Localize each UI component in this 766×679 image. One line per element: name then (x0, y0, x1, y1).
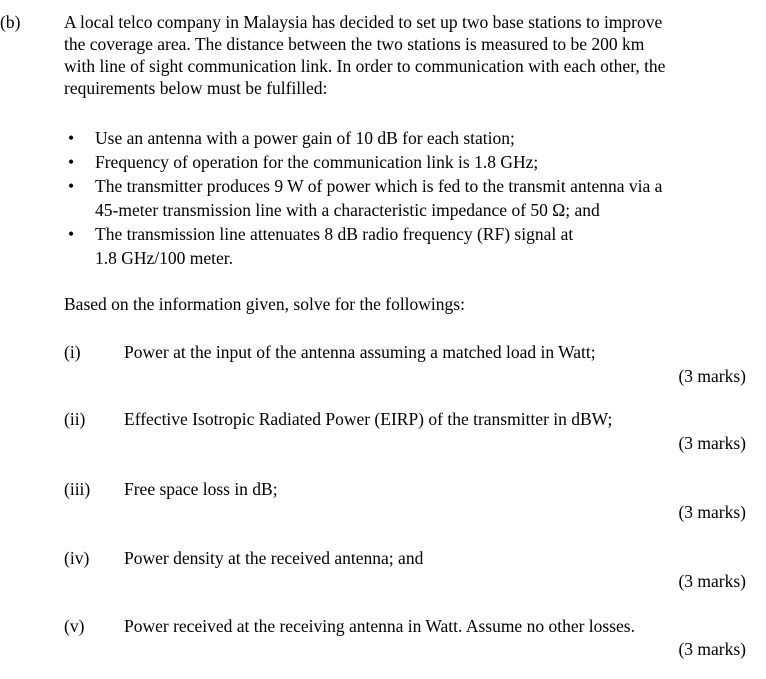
requirement-item (64, 174, 756, 222)
requirement-item (64, 150, 756, 174)
question-number: (v) (64, 616, 85, 636)
requirement-item (64, 126, 756, 150)
question-marks: (3 marks) (678, 366, 746, 386)
requirement-text: The transmitter produces 9 W of power which is fed to the transmit antenna via a (95, 176, 663, 196)
requirement-text: Frequency of operation for the communication link is 1.8 GHz; (95, 152, 539, 172)
bullet-icon: • (68, 152, 75, 172)
requirement-text: The transmission line attenuates 8 dB radio frequency (RF) signal at (95, 224, 574, 244)
bullet-icon: • (68, 176, 75, 196)
question-marks: (3 marks) (678, 571, 746, 591)
question-marks: (3 marks) (678, 639, 746, 659)
requirement-item (64, 222, 756, 270)
bullet-icon: • (68, 224, 75, 244)
requirements-list (64, 126, 756, 270)
intro-line: requirements below must be fulfilled: (64, 78, 328, 98)
intro-paragraph (64, 11, 756, 99)
question-number: (ii) (64, 409, 86, 429)
intro-line: with line of sight communication link. In order to communication with each other, the (64, 56, 666, 76)
question-marks: (3 marks) (678, 433, 746, 453)
question-text: Power density at the received antenna; and (124, 548, 424, 568)
question-number: (i) (64, 342, 81, 362)
question-number: (iv) (64, 548, 90, 568)
requirement-text: 1.8 GHz/100 meter. (95, 248, 234, 268)
part-label: (b) (0, 12, 21, 32)
question-text: Power at the input of the antenna assuming a matched load in Watt; (124, 342, 596, 362)
question-number: (iii) (64, 479, 91, 499)
bullet-icon: • (68, 128, 75, 148)
instruction-text: Based on the information given, solve for the followings: (64, 294, 465, 314)
requirement-text: 45-meter transmission line with a characteristic impedance of 50 Ω; and (95, 200, 600, 220)
question-text: Effective Isotropic Radiated Power (EIRP) of the transmitter in dBW; (124, 409, 613, 429)
intro-line: A local telco company in Malaysia has decided to set up two base stations to improve (64, 12, 663, 32)
question-marks: (3 marks) (678, 502, 746, 522)
question-text: Free space loss in dB; (124, 479, 278, 499)
requirement-text: Use an antenna with a power gain of 10 dB for each station; (95, 128, 515, 148)
intro-line: the coverage area. The distance between the two stations is measured to be 200 km (64, 34, 645, 54)
question-text: Power received at the receiving antenna in Watt. Assume no other losses. (124, 616, 635, 636)
